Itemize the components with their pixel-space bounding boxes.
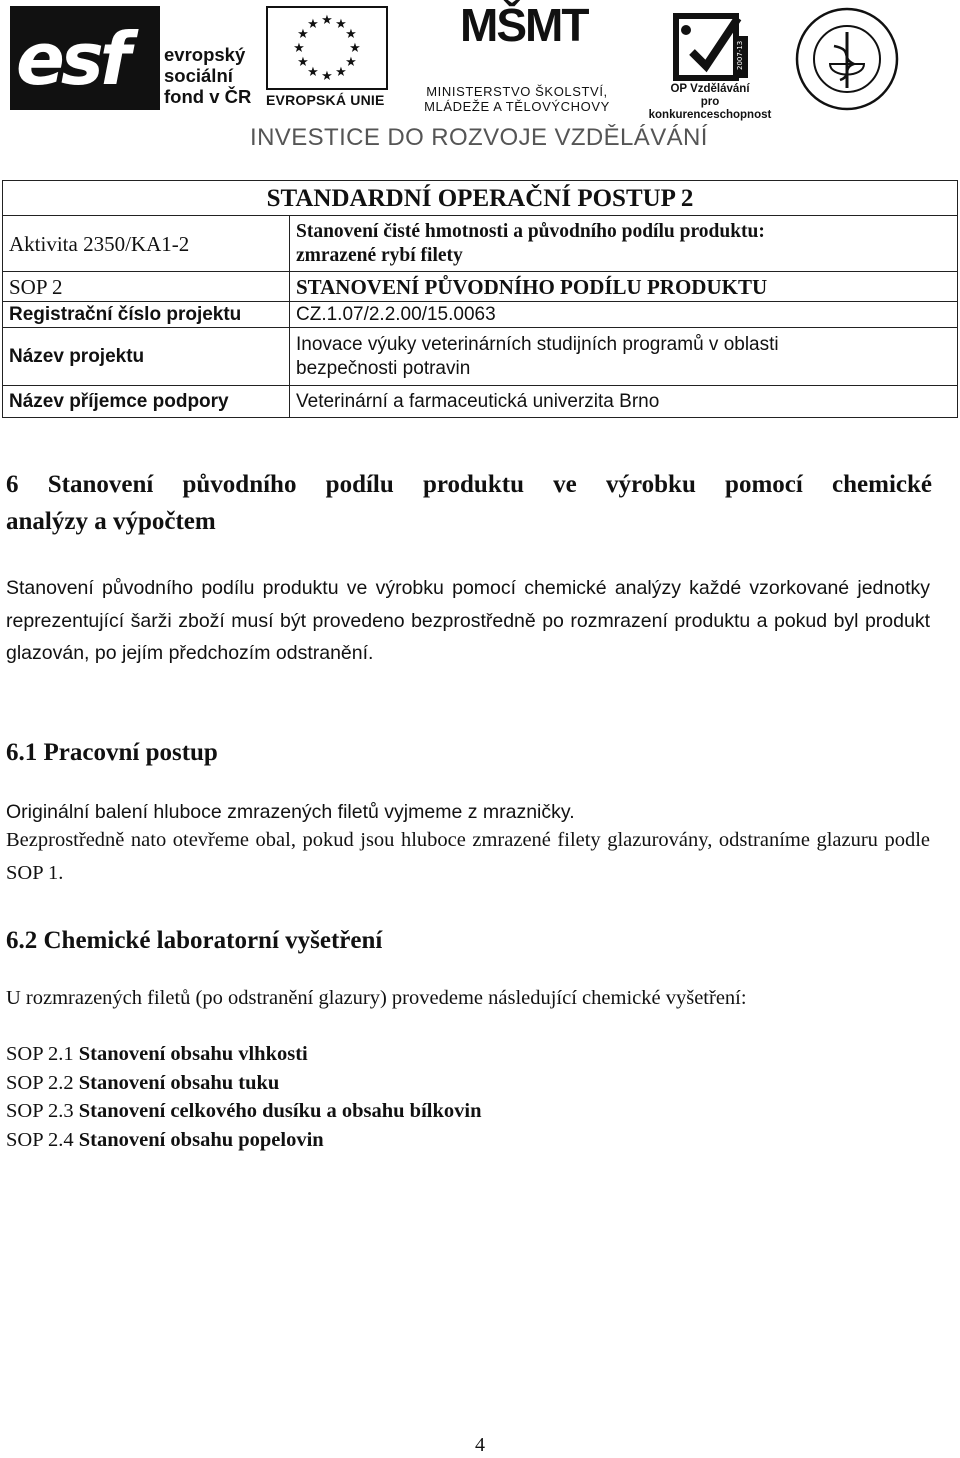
table-row (3, 386, 958, 418)
table-title-row (3, 181, 958, 216)
section-6-paragraph: Stanovení původního podílu produktu ve výrobku pomocí chemické analýzy každé vzorkované jednotky reprezentující šarži zboží musí být provedeno bezprostředně po rozmrazení produktu a pokud byl produkt glazován, po jejím předchozím odstranění. (6, 577, 930, 664)
table-row (3, 328, 958, 386)
list-item (6, 1126, 481, 1155)
vfu-seal-icon (794, 6, 900, 112)
row-label: Název příjemce podpory (3, 386, 290, 418)
section-6-heading (6, 466, 932, 540)
eu-label: EVROPSKÁ UNIE (266, 92, 385, 108)
row-value-line: bezpečnosti potravin (296, 357, 471, 379)
esf-text-line: sociální (164, 65, 233, 86)
op-logo-icon (672, 8, 750, 86)
esf-text-line: evropský (164, 44, 246, 65)
svg-text:★: ★ (321, 69, 333, 84)
op-label-line: pro konkurenceschopnost (648, 96, 772, 121)
svg-text:★: ★ (297, 55, 309, 70)
row-value: STANOVENÍ PŮVODNÍHO PODÍLU PRODUKTU (290, 272, 958, 302)
list-item-code: SOP 2.1 (6, 1043, 74, 1065)
svg-text:★: ★ (293, 41, 305, 56)
list-item-code: SOP 2.3 (6, 1100, 74, 1122)
row-label: Registrační číslo projektu (3, 302, 290, 328)
row-value (290, 216, 958, 272)
row-label: SOP 2 (3, 272, 290, 302)
row-value: Veterinární a farmaceutická univerzita Brno (290, 386, 958, 418)
svg-text:★: ★ (335, 17, 347, 32)
row-value (290, 328, 958, 386)
op-badge-icon (672, 8, 750, 86)
svg-text:★: ★ (335, 65, 347, 80)
section-6-2-heading: 6.2 Chemické laboratorní vyšetření (6, 927, 383, 954)
esf-logo-mark (10, 6, 160, 110)
svg-text:★: ★ (307, 65, 319, 80)
section-6-2-intro: U rozmrazených filetů (po odstranění glazury) provedeme následující chemické vyšetření: (6, 987, 747, 1009)
row-value-line: zmrazené rybí filety (296, 244, 463, 266)
table-row (3, 216, 958, 272)
op-label (640, 83, 780, 122)
table-row (3, 302, 958, 328)
svg-text:★: ★ (345, 27, 357, 42)
op-badge-text: 2007-13 (736, 40, 744, 70)
svg-text:★: ★ (349, 41, 361, 56)
row-value-line: Inovace výuky veterinárních studijních programů v oblasti (296, 333, 779, 355)
svg-text:★: ★ (321, 13, 333, 28)
list-item-title: Stanovení celkového dusíku a obsahu bílkovin (78, 1100, 482, 1122)
row-value: CZ.1.07/2.2.00/15.0063 (290, 302, 958, 328)
section-6-1-paragraph: Bezprostředně nato otevřeme obal, pokud jsou hluboce zmrazené filety glazurovány, odstraníme glazuru podle SOP 1. (6, 829, 930, 884)
table-row (3, 272, 958, 302)
heading-line: analýzy a výpočtem (6, 508, 216, 535)
msmt-label-line: MINISTERSTVO ŠKOLSTVÍ, (426, 84, 608, 99)
heading-line: 6 Stanovení původního podílu produktu ve výrobku pomocí chemické (6, 471, 932, 498)
sop-title: STANDARDNÍ OPERAČNÍ POSTUP 2 (3, 181, 958, 216)
list-item (6, 1097, 481, 1126)
msmt-label-line: MLÁDEŽE A TĚLOVÝCHOVY (424, 99, 610, 114)
sop-list (6, 1040, 481, 1154)
svg-text:★: ★ (297, 27, 309, 42)
esf-text-line: fond v ČR (164, 86, 252, 107)
svg-text:★: ★ (345, 55, 357, 70)
row-label: Aktivita 2350/KA1-2 (3, 216, 290, 272)
svg-text:★: ★ (307, 17, 319, 32)
esf-logo-text (164, 44, 251, 107)
op-label-line: OP Vzdělávání (670, 83, 750, 95)
list-item (6, 1069, 481, 1098)
row-value-line: Stanovení čisté hmotnosti a původního podílu produktu: (296, 220, 765, 242)
section-6-1-line: Originální balení hluboce zmrazených filetů vyjmeme z mrazničky. (6, 801, 575, 823)
page-number: 4 (475, 1434, 485, 1456)
msmt-logo-mark: MŠMT (460, 0, 588, 51)
list-item-title: Stanovení obsahu tuku (78, 1071, 280, 1094)
eu-stars-icon (268, 8, 386, 88)
list-item-title: Stanovení obsahu vlhkosti (78, 1043, 308, 1065)
investice-slogan: INVESTICE DO ROZVOJE VZDĚLÁVÁNÍ (250, 124, 708, 151)
row-label: Název projektu (3, 328, 290, 386)
list-item (6, 1040, 481, 1069)
sop-header-table (2, 180, 958, 418)
section-6-1-heading: 6.1 Pracovní postup (6, 739, 218, 766)
university-seal-icon (794, 6, 900, 112)
esf-logo-word: esf (16, 17, 128, 101)
list-item-code: SOP 2.2 (6, 1071, 74, 1094)
list-item-code: SOP 2.4 (6, 1128, 74, 1151)
list-item-title: Stanovení obsahu popelovin (78, 1128, 324, 1151)
eu-flag-icon (266, 6, 388, 90)
msmt-label (407, 84, 627, 114)
